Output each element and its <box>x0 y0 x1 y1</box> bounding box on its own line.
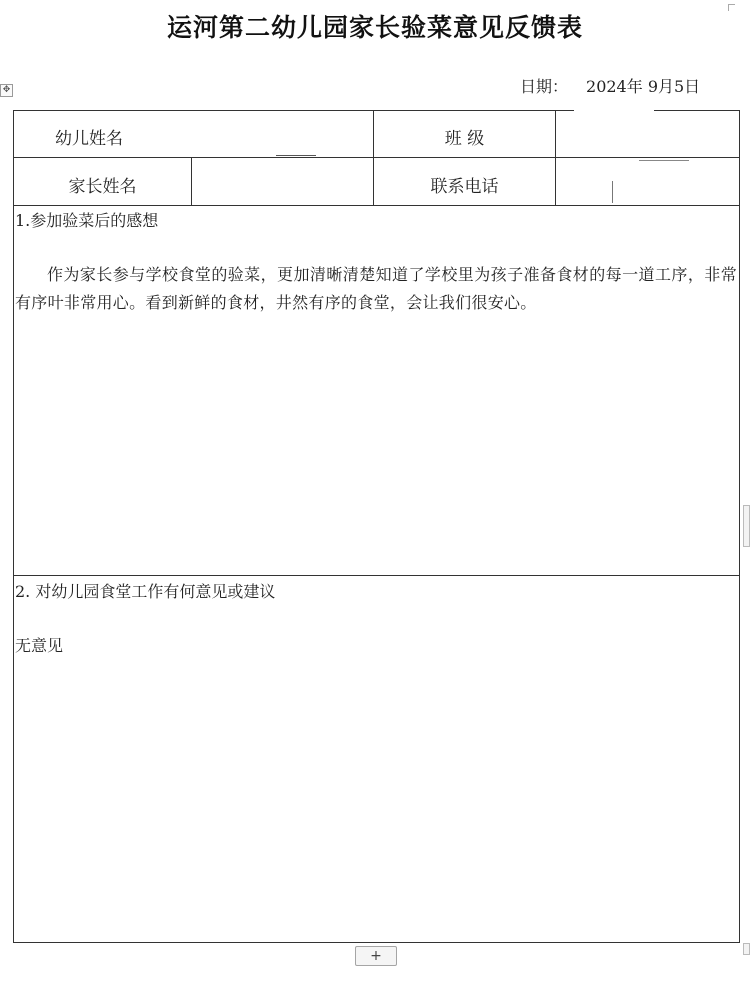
table-move-handle-icon[interactable]: ✥ <box>0 84 13 97</box>
date-row <box>520 74 700 97</box>
redaction-artifact <box>574 107 654 117</box>
section-divider <box>14 575 739 576</box>
page-corner-mark <box>728 4 735 11</box>
redaction-artifact <box>276 155 316 156</box>
phone-label: 联系电话 <box>430 177 499 197</box>
child-name-label: 幼儿姓名 <box>55 129 123 149</box>
section2-answer[interactable]: 无意见 <box>15 636 64 655</box>
parent-name-value[interactable] <box>192 158 372 204</box>
feedback-table <box>13 110 740 943</box>
row-divider-2 <box>14 205 739 206</box>
section1-heading: 1.参加验菜后的感想 <box>15 211 159 230</box>
section2-heading: 2. 对幼儿园食堂工作有何意见或建议 <box>15 582 276 601</box>
redaction-artifact <box>192 203 332 204</box>
document-title: 运河第二幼儿园家长验菜意见反馈表 <box>166 13 583 42</box>
section1-text[interactable]: 作为家长参与学校食堂的验菜，更加清晰清楚知道了学校里为孩子准备食材的每一道工序，非常有序叶非常用心。看到新鲜的食材，井然有序的食堂，会让我们很安心。 <box>15 265 737 312</box>
child-name-value[interactable] <box>192 111 372 156</box>
row-resize-handle[interactable] <box>743 505 750 547</box>
class-value[interactable] <box>556 111 740 156</box>
date-label: 日期： <box>520 77 569 96</box>
redaction-artifact <box>639 160 689 161</box>
class-label: 班 级 <box>444 129 485 149</box>
redaction-artifact <box>612 181 613 203</box>
date-value: 2024年 9月5日 <box>586 77 701 96</box>
table-resize-handle[interactable] <box>743 943 750 955</box>
phone-value[interactable] <box>556 158 740 204</box>
parent-name-label: 家长姓名 <box>68 177 137 197</box>
add-row-button[interactable]: + <box>355 946 397 966</box>
